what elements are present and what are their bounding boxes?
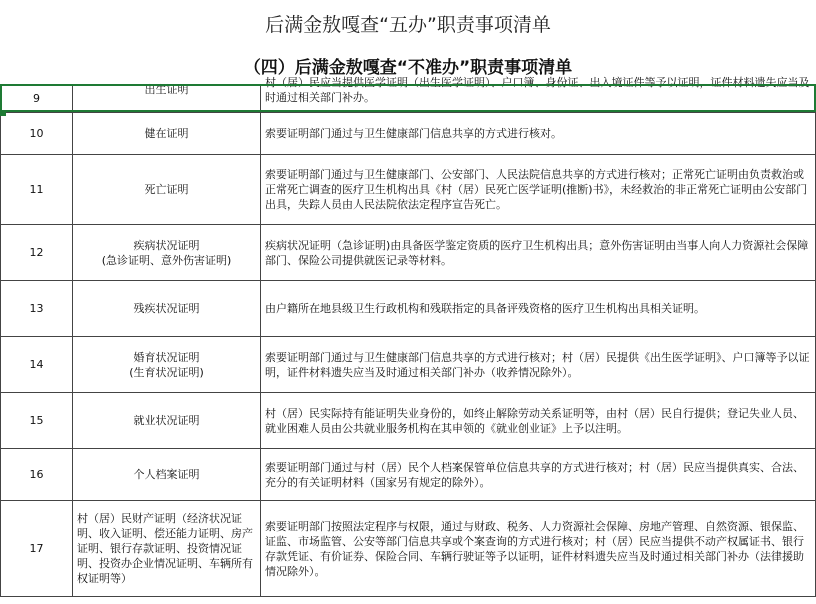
item-description[interactable]: 索要证明部门按照法定程序与权限，通过与财政、税务、人力资源社会保障、房地产管理、自然资源、银保监、证监、市场监管、公安等部门信息共享或个案查询的方式进行核对；村（居）民应当提供不动产权属证书、银行存款凭证、有价证券、保险合同、车辆行驶证等予以证明，证件材料遗失应当及时通过相关部门补办（法律援助情况除外）。 [261, 501, 816, 597]
item-description[interactable]: 索要证明部门通过与卫生健康部门、公安部门、人民法院信息共享的方式进行核对；正常死亡证明由负责救治或正常死亡调查的医疗卫生机构出具《村（居）民死亡医学证明(推断)书》，未经救治的非正常死亡证明由公安部门出具，失踪人员由人民法院依法定程序宣告死亡。 [261, 155, 816, 225]
item-description[interactable]: 由户籍所在地县级卫生行政机构和残联指定的具备评残资格的医疗卫生机构出具相关证明。 [261, 281, 816, 337]
table-row[interactable] [1, 393, 816, 449]
row-number[interactable]: 9 [1, 85, 73, 113]
item-description[interactable]: 村（居）民实际持有能证明失业身份的，如终止解除劳动关系证明等，由村（居）民自行提供；登记失业人员、就业困难人员由公共就业服务机构在其申领的《就业创业证》上予以注明。 [261, 393, 816, 449]
item-description[interactable]: 疾病状况证明（急诊证明)由具备医学鉴定资质的医疗卫生机构出具；意外伤害证明由当事人向人力资源社会保障部门、保险公司提供就医记录等材料。 [261, 225, 816, 281]
item-name[interactable]: 疾病状况证明 (急诊证明、意外伤害证明) [73, 225, 261, 281]
item-name[interactable]: 村（居）民财产证明（经济状况证明、收入证明、偿还能力证明、房产证明、银行存款证明、投资情况证明、投资办企业情况证明、车辆所有权证明等） [73, 501, 261, 597]
row-number[interactable]: 15 [1, 393, 73, 449]
item-description[interactable]: 索要证明部门通过与卫生健康部门信息共享的方式进行核对；村（居）民提供《出生医学证明》、户口簿等予以证明，证件材料遗失应当及时通过相关部门补办（收养情况除外）。 [261, 337, 816, 393]
table-row[interactable] [1, 113, 816, 155]
item-description[interactable]: 村（居）民应当提供医学证明（出生医学证明）、户口簿、身份证、出入境证件等予以证明，证件材料遗失应当及时通过相关部门补办。 [261, 85, 816, 113]
row-number[interactable]: 14 [1, 337, 73, 393]
row-number[interactable]: 13 [1, 281, 73, 337]
item-description[interactable]: 索要证明部门通过与卫生健康部门信息共享的方式进行核对。 [261, 113, 816, 155]
table-row[interactable] [1, 281, 816, 337]
sheet-title: 后满金敖嘎查“五办”职责事项清单 [0, 0, 816, 47]
item-name[interactable]: 死亡证明 [73, 155, 261, 225]
item-description[interactable]: 索要证明部门通过与村（居）民个人档案保管单位信息共享的方式进行核对；村（居）民应当提供真实、合法、充分的有关证明材料（国家另有规定的除外）。 [261, 449, 816, 501]
item-name[interactable]: 健在证明 [73, 113, 261, 155]
table-row[interactable] [1, 155, 816, 225]
duty-table [0, 76, 816, 597]
sheet-subtitle: （四）后满金敖嘎查“不准办”职责事项清单 [0, 46, 816, 85]
table-row[interactable] [1, 449, 816, 501]
item-name[interactable]: 出生证明 [73, 85, 261, 113]
item-name[interactable]: 个人档案证明 [73, 449, 261, 501]
row-number[interactable]: 12 [1, 225, 73, 281]
row-number[interactable]: 10 [1, 113, 73, 155]
item-name[interactable]: 就业状况证明 [73, 393, 261, 449]
table-row[interactable] [1, 337, 816, 393]
table-row[interactable] [1, 501, 816, 597]
row-number[interactable]: 16 [1, 449, 73, 501]
table-row[interactable] [1, 85, 816, 113]
fill-handle[interactable] [0, 110, 6, 116]
row-number[interactable]: 11 [1, 155, 73, 225]
table-row[interactable] [1, 225, 816, 281]
item-name[interactable]: 残疾状况证明 [73, 281, 261, 337]
item-name[interactable]: 婚育状况证明 (生育状况证明) [73, 337, 261, 393]
row-number[interactable]: 17 [1, 501, 73, 597]
